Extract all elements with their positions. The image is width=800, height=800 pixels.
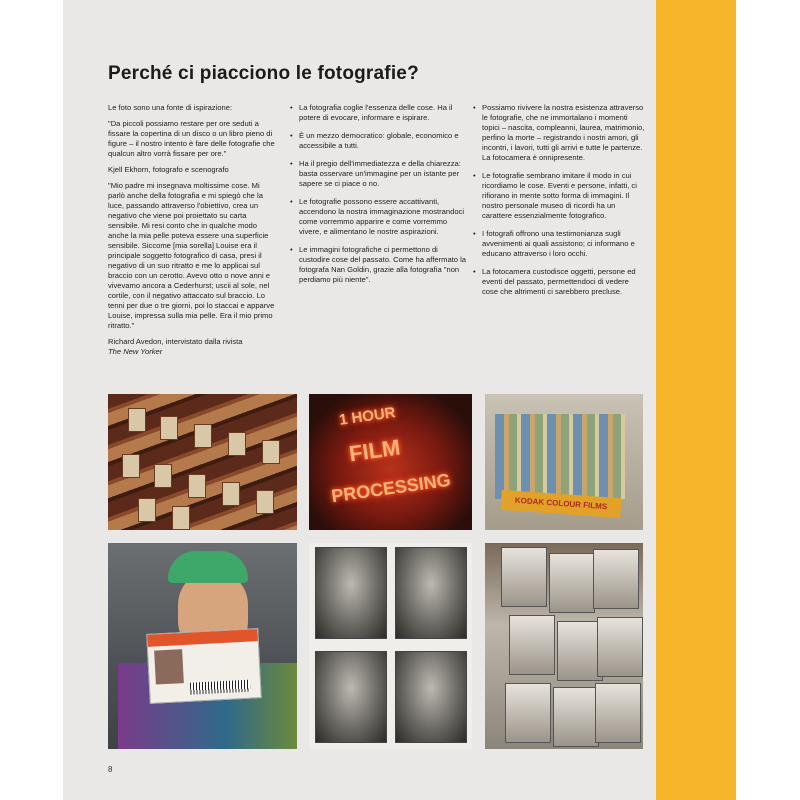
- cap-shape: [168, 551, 248, 583]
- text-column-2: [290, 103, 468, 293]
- postcard-shape: [262, 440, 280, 464]
- list-item: • È un mezzo democratico: globale, economico e accessibile a tutti.: [290, 131, 468, 151]
- postcard-shape: [122, 454, 140, 478]
- publication-name: The New Yorker: [108, 347, 163, 356]
- postcard-shape: [553, 687, 599, 747]
- postcard-shape: [172, 506, 190, 530]
- list-item: • Le immagini fotografiche ci permettono di custodire cose del passato. Come ha affermato la fotografa Nan Goldin, grazie alla fotografia "non perdiamo più niente".: [290, 245, 468, 285]
- yellow-accent-band: [656, 0, 736, 800]
- bullet-list: [473, 103, 645, 297]
- postcard-shape: [194, 424, 212, 448]
- postcard-shape: [549, 553, 595, 613]
- postcard-shape: [505, 683, 551, 743]
- list-item: • Le fotografie sembrano imitare il modo in cui ricordiamo le cose. Eventi e persone, infatti, ci rifiorano in mente sotto forma di immagini. Il nostro personale museo di ricordi ha un carattere essenzialmente fotografico.: [473, 171, 645, 221]
- postcard-shape: [595, 683, 641, 743]
- photo-postcard-rack: [485, 394, 643, 530]
- postcard-shape: [160, 416, 178, 440]
- postcard-shape: [228, 432, 246, 456]
- booth-frame: [395, 651, 467, 743]
- postcard-shape: [138, 498, 156, 522]
- list-item: • I fotografi offrono una testimonianza sugli avvenimenti ai quali assistono; ci informano e educano attraverso i loro occhi.: [473, 229, 645, 259]
- id-card: [146, 628, 262, 704]
- photo-postcard-carousel: [485, 543, 643, 749]
- author-name: Richard Avedon, intervistato dalla rivista: [108, 337, 243, 346]
- list-item: • Ha il pregio dell'immediatezza e della chiarezza: basta osservare un'immagine per un istante per sapere se ci piace o no.: [290, 159, 468, 189]
- photo-neon-sign: [309, 394, 472, 530]
- postcard-shape: [128, 408, 146, 432]
- intro-text: Le foto sono una fonte di ispirazione:: [108, 103, 233, 112]
- postcard-rack-shape: [495, 414, 625, 499]
- list-item: • Possiamo rivivere la nostra esistenza attraverso le fotografie, che ne immortalano i momenti topici – nascita, compleanni, laurea, matrimonio, perfino la morte – registrando i nostri amori, gli incontri, i lavori, tutti gli arrivi e tutte le partenze. La fotocamera è onnipresente.: [473, 103, 645, 163]
- postcard-shape: [597, 617, 643, 677]
- postcard-shape: [154, 464, 172, 488]
- page-number: 8: [108, 765, 113, 774]
- barcode-shape: [190, 680, 251, 695]
- booth-frame: [395, 547, 467, 639]
- neon-text: FILM: [347, 434, 402, 467]
- kodak-sign: KODAK COLOUR FILMS: [500, 490, 621, 518]
- booth-frame: [315, 651, 387, 743]
- photo-booth-strip: [309, 543, 472, 749]
- postcard-shape: [501, 547, 547, 607]
- neon-text: PROCESSING: [330, 469, 452, 507]
- postcard-shape: [509, 615, 555, 675]
- quote-author-ekhorn: Kjell Ekhorn, fotografo e scenografo: [108, 165, 229, 174]
- list-item: • La fotografia coglie l'essenza delle cose. Ha il potere di evocare, informare e ispirare.: [290, 103, 468, 123]
- postcard-shape: [256, 490, 274, 514]
- photo-postcard-shelves: [108, 394, 297, 530]
- quote-avedon: "Mio padre mi insegnava moltissime cose. Mi parlò anche della fotografia e mi spiegò che la luce, passando attraverso l'obiettivo, crea un negativo che viene poi proiettato su carta sensibile. Mi resi conto che in qualche modo anche la mia pelle poteva essere una superficie sensibile. Siccome [mia sorella] Louise era il principale soggetto fotografico di casa, presi il negativo di un suo ritratto e me lo applicai sul braccio con un cerotto. Avevo otto o nove anni e vivevamo ancora a Cederhurst; uscii al sole, nel cortile, con il negativo attaccato sul braccio. Lo tenni per due o tre giorni, poi lo staccai e apparve Louise, impressa sulla mia pelle. Era il mio primo ritratto.": [108, 181, 275, 330]
- booth-frame: [315, 547, 387, 639]
- quote-author-avedon: [108, 337, 278, 357]
- postcard-shape: [222, 482, 240, 506]
- id-card-photo: [154, 649, 184, 684]
- list-item: • Le fotografie possono essere accattivanti, accendono la nostra immaginazione mostrandoci come vorremmo apparire e come vorremmo vivere, e alimentano le nostre aspirazioni.: [290, 197, 468, 237]
- bullet-list: [290, 103, 468, 285]
- list-item: • La fotocamera custodisce oggetti, persone ed eventi del passato, permettendoci di vedere cose che altrimenti ci sarebbero precluse.: [473, 267, 645, 297]
- quote-ekhorn: "Da piccoli possiamo restare per ore seduti a fissare la copertina di un disco o un libro pieno di figure – il nostro intento è fare delle fotografie che qualcun altro vorrà fissare per ore.": [108, 119, 275, 158]
- neon-text: 1 HOUR: [338, 404, 397, 429]
- text-column-3: [473, 103, 645, 305]
- id-card-band: [147, 629, 257, 647]
- postcard-shape: [188, 474, 206, 498]
- photo-man-with-id-card: [108, 543, 297, 749]
- text-column-1: [108, 103, 278, 357]
- page-title: Perché ci piacciono le fotografie?: [108, 63, 419, 84]
- postcard-shape: [593, 549, 639, 609]
